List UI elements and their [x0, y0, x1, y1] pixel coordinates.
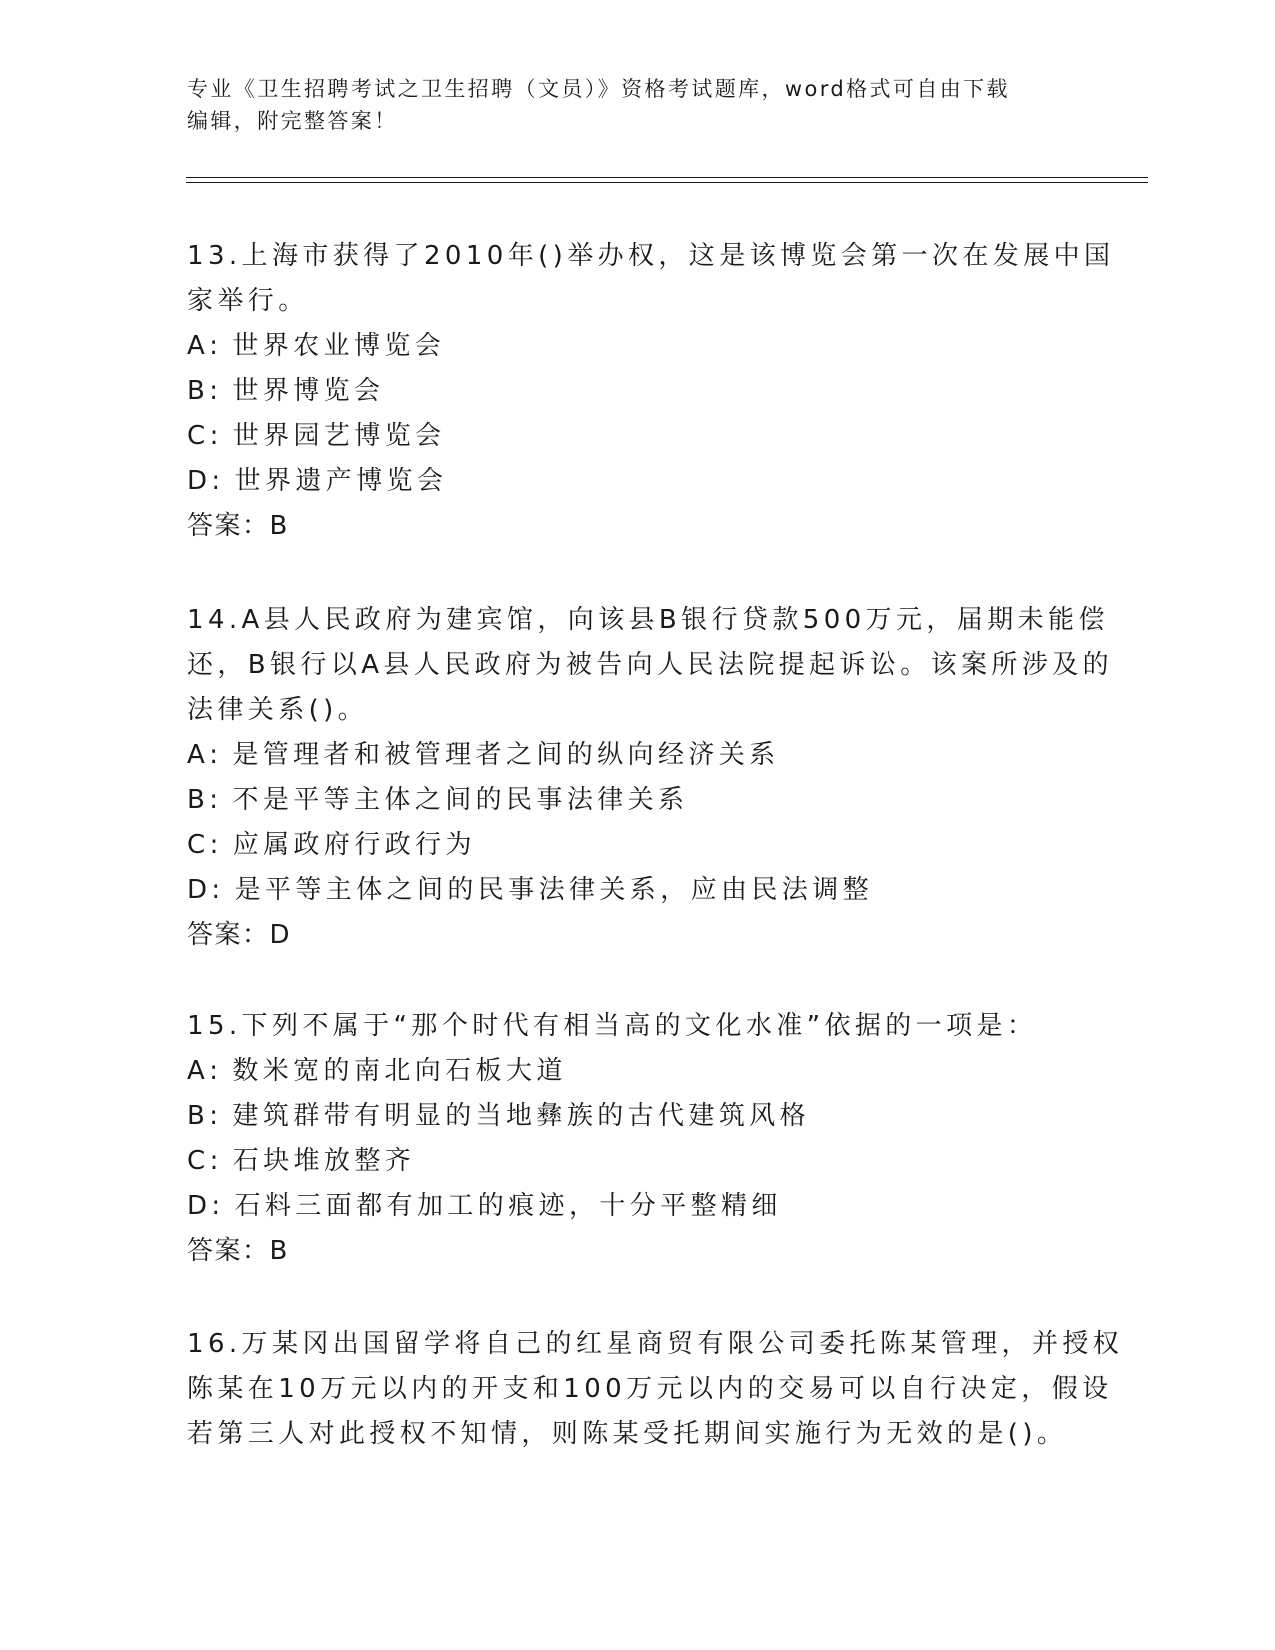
option-separator: :	[209, 1101, 223, 1131]
option-separator: :	[209, 830, 223, 860]
option-d	[187, 1184, 1087, 1229]
option-letter: A	[187, 331, 210, 361]
option-b	[187, 369, 1087, 414]
question-text-line: 法律关系()。	[187, 695, 369, 725]
option-letter: C	[187, 421, 210, 451]
question-text-line: 家举行。	[187, 286, 309, 316]
option-letter: D	[187, 1191, 212, 1221]
option-c	[187, 823, 1087, 868]
question-text-line: 13.上海市获得了2010年()举办权，这是该博览会第一次在发展中国	[187, 241, 1115, 271]
option-c	[187, 1139, 1087, 1184]
document-header	[187, 73, 1087, 137]
option-text: 世界博览会	[232, 376, 385, 406]
question-16	[187, 1322, 1124, 1457]
option-separator: :	[209, 376, 223, 406]
option-separator: :	[209, 1146, 223, 1176]
option-a	[187, 324, 1087, 369]
option-letter: C	[187, 1146, 210, 1176]
question-text-line: 陈某在10万元以内的开支和100万元以内的交易可以自行决定，假设	[187, 1374, 1113, 1404]
option-text: 数米宽的南北向石板大道	[232, 1056, 567, 1086]
option-text: 世界遗产博览会	[234, 466, 448, 496]
option-separator: :	[211, 875, 225, 905]
option-letter: D	[187, 875, 212, 905]
option-separator: :	[211, 466, 225, 496]
option-b	[187, 1094, 1087, 1139]
option-c	[187, 414, 1087, 459]
header-divider-bottom	[186, 182, 1148, 183]
question-15	[187, 1004, 1087, 1274]
option-text: 不是平等主体之间的民事法律关系	[232, 785, 689, 815]
option-text: 建筑群带有明显的当地彝族的古代建筑风格	[232, 1101, 811, 1131]
option-text: 是管理者和被管理者之间的纵向经济关系	[232, 740, 780, 770]
header-divider-top	[186, 177, 1148, 178]
option-letter: A	[187, 1056, 210, 1086]
question-14	[187, 598, 1114, 958]
option-a	[187, 1049, 1087, 1094]
option-text: 世界园艺博览会	[232, 421, 446, 451]
question-13	[187, 234, 1115, 549]
option-letter: B	[187, 785, 210, 815]
header-line-2: 编辑，附完整答案！	[187, 109, 398, 133]
option-d	[187, 868, 1087, 913]
question-text-line: 14.A县人民政府为建宾馆，向该县B银行贷款500万元，届期未能偿	[187, 605, 1109, 635]
option-separator: :	[209, 785, 223, 815]
header-line-1: 专业《卫生招聘考试之卫生招聘（文员）》资格考试题库，word格式可自由下载	[187, 77, 1010, 101]
option-text: 是平等主体之间的民事法律关系，应由民法调整	[234, 875, 873, 905]
question-text-line: 还，B银行以A县人民政府为被告向人民法院提起诉讼。该案所涉及的	[187, 650, 1114, 680]
question-text-line: 若第三人对此授权不知情，则陈某受托期间实施行为无效的是()。	[187, 1419, 1068, 1449]
answer-line: 答案：B	[187, 1236, 289, 1266]
option-text: 石料三面都有加工的痕迹，十分平整精细	[234, 1191, 782, 1221]
option-a	[187, 733, 1087, 778]
option-letter: C	[187, 830, 210, 860]
option-text: 世界农业博览会	[232, 331, 446, 361]
question-text-line: 15.下列不属于“那个时代有相当高的文化水准”依据的一项是：	[187, 1011, 1038, 1041]
option-text: 应属政府行政行为	[232, 830, 476, 860]
option-letter: B	[187, 1101, 210, 1131]
answer-line: 答案：D	[187, 920, 292, 950]
option-separator: :	[209, 1056, 223, 1086]
option-letter: D	[187, 466, 212, 496]
question-text-line: 16.万某冈出国留学将自己的红星商贸有限公司委托陈某管理，并授权	[187, 1329, 1124, 1359]
option-separator: :	[211, 1191, 225, 1221]
option-letter: B	[187, 376, 210, 406]
answer-line: 答案：B	[187, 511, 289, 541]
option-separator: :	[209, 740, 223, 770]
option-separator: :	[209, 331, 223, 361]
option-b	[187, 778, 1087, 823]
option-text: 石块堆放整齐	[232, 1146, 416, 1176]
option-separator: :	[209, 421, 223, 451]
option-d	[187, 459, 1087, 504]
option-letter: A	[187, 740, 210, 770]
